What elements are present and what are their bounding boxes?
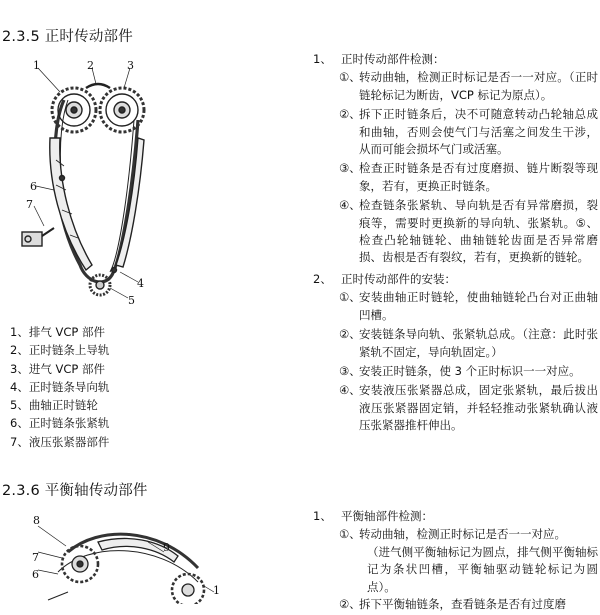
step-number: ②、	[339, 107, 361, 122]
callout-1: 1	[33, 59, 40, 72]
step-text: 检查链条张紧轨、导向轨是否有异常磨损，裂痕等，需要时更换新的导向轨、张紧轨。⑤、检查凸轮轴链轮、曲轴链轮齿面是否异常磨损、齿根是否有裂纹，若有，更换新的链轮。	[359, 198, 598, 265]
section-number: 2.3.6	[2, 483, 40, 499]
step-text: 拆下平衡轴链条，查看链条是否有过度磨	[359, 597, 566, 612]
callout-8: 8	[33, 514, 40, 527]
section-heading-timing	[2, 25, 133, 46]
timing-install-section	[313, 271, 598, 288]
section-title: 正时传动部件	[44, 29, 133, 45]
procedure-step	[339, 106, 598, 158]
legend-item: 1、排气 VCP 部件	[10, 325, 105, 339]
timing-check-section	[313, 51, 598, 68]
procedure-step	[339, 326, 598, 361]
callout-2: 2	[87, 59, 94, 72]
step-number: ④、	[339, 383, 361, 398]
step-text: 检查正时链条是否有过度磨损、链片断裂等现象，若有，更换正时链条。	[359, 161, 598, 193]
step-text: 转动曲轴，检测正时标记是否一一对应。	[359, 527, 566, 542]
step-number: ④、	[339, 198, 361, 213]
step-text: 安装链条导向轨、张紧轨总成。（注意：此时张紧轨不固定，导向轨固定。）	[359, 327, 598, 359]
section-item-title: 正时传动部件的安装：	[341, 271, 456, 286]
legend-item: 2、正时链条上导轨	[10, 343, 110, 358]
balance-shaft-diagram	[28, 512, 228, 604]
procedure-note: （进气侧平衡轴标记为圆点，排气侧平衡轴标记为条状凹槽，平衡轴驱动链轮标记为圆点）。	[367, 544, 598, 594]
balance-procedures	[313, 508, 598, 615]
timing-drive-diagram	[20, 60, 180, 310]
section-heading-balance	[2, 479, 148, 500]
step-number: ①、	[339, 70, 361, 85]
section-number: 2.3.5	[2, 29, 40, 45]
callout-6b: 6	[32, 568, 39, 581]
legend-item: 5、曲轴正时链轮	[10, 398, 98, 413]
section-item-number: 2、	[313, 271, 332, 286]
step-number: ②、	[339, 327, 361, 342]
procedure-step	[339, 363, 598, 380]
timing-procedures	[313, 51, 598, 437]
section-item-title: 正时传动部件检测：	[341, 52, 445, 66]
callout-7b: 7	[32, 551, 39, 564]
procedure-step	[339, 69, 598, 104]
callout-4: 4	[137, 277, 144, 290]
callout-1b: 1	[213, 584, 220, 597]
step-number: ③、	[339, 363, 361, 378]
section-item-number: 1、	[313, 509, 332, 523]
legend-item: 3、进气 VCP 部件	[10, 361, 105, 376]
section-title: 平衡轴传动部件	[44, 483, 148, 499]
step-text: 拆下正时链条后，决不可随意转动凸轮轴总成和曲轴，否则会使气门与活塞之间发生干涉，从而可能会损坏气门或活塞。	[359, 107, 598, 157]
balance-check-section	[313, 508, 598, 525]
legend-item: 4、正时链条导向轨	[10, 379, 110, 394]
legend-item: 7、液压张紧器部件	[10, 434, 110, 449]
diagram-legend	[10, 323, 109, 451]
callout-9: 9	[163, 541, 170, 554]
callout-7: 7	[26, 198, 33, 211]
step-number: ①、	[339, 527, 361, 542]
procedure-step	[339, 289, 598, 324]
procedure-step	[339, 526, 598, 543]
step-number: ③、	[339, 161, 361, 176]
procedure-step	[339, 160, 598, 195]
callout-5: 5	[128, 294, 135, 307]
step-text: 安装液压张紧器总成，固定张紧轨，最后拔出液压张紧器固定销，并轻轻推动张紧轨确认液压张紧器推杆伸出。	[359, 383, 598, 433]
step-number: ②、	[339, 597, 361, 612]
procedure-step	[339, 596, 598, 613]
callout-6: 6	[30, 180, 37, 193]
section-item-number: 1、	[313, 52, 332, 66]
step-text: 安装正时链条，使 3 个正时标识一一对应。	[359, 363, 581, 378]
step-text: 转动曲轴，检测正时标记是否一一对应。（正时链轮标记为断齿，VCP 标记为原点）。	[359, 70, 598, 102]
procedure-step	[339, 197, 598, 267]
legend-item: 6、正时链条张紧轨	[10, 416, 110, 431]
procedure-step	[339, 382, 598, 434]
step-number: ①、	[339, 290, 361, 305]
section-item-title: 平衡轴部件检测：	[341, 509, 433, 523]
step-text: 安装曲轴正时链轮，使曲轴链轮凸台对正曲轴凹槽。	[359, 290, 598, 322]
callout-3: 3	[127, 59, 134, 72]
